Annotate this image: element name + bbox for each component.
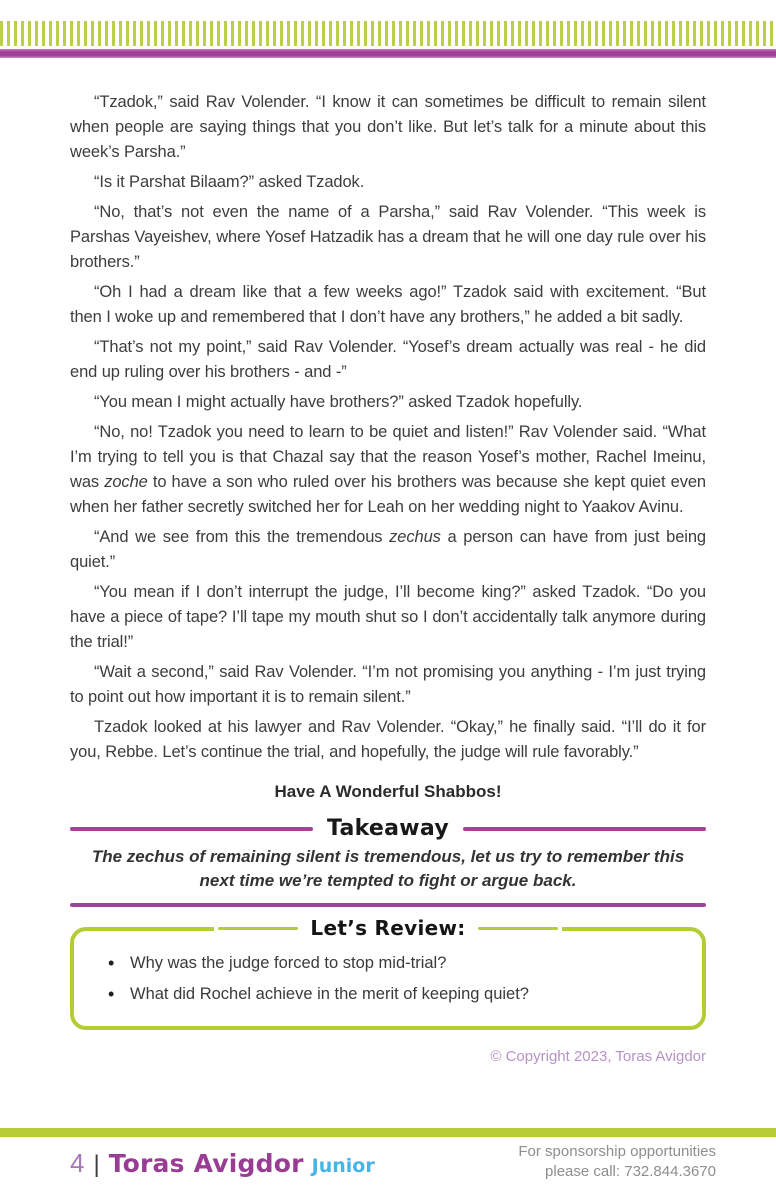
footer-brand — [70, 1142, 375, 1179]
review-left-line — [218, 927, 298, 930]
story-paragraph — [70, 420, 706, 520]
takeaway-title: Takeaway — [326, 816, 450, 841]
top-purple-bar — [0, 49, 776, 58]
shabbos-greeting: Have A Wonderful Shabbos! — [274, 782, 502, 801]
story-paragraph: “You mean if I don’t interrupt the judge, I’ll become king?” asked Tzadok. “Do you have a piece of tape? I’ll tape my mouth shut so I don’t accidentally talk anymore during the trial!” — [70, 583, 706, 651]
takeaway-header — [70, 816, 706, 841]
review-question: • Why was the judge forced to stop mid-trial? — [104, 952, 680, 974]
story-text-run: “No, no! Tzadok you need to learn to be quiet and listen!” Rav Volender said. “What I’m trying to tell you is that Chazal say that the reason Yosef’s mother, Rachel Imeinu, was — [70, 423, 706, 491]
footer-green-bar — [0, 1128, 776, 1137]
review-question-list — [96, 952, 680, 1005]
takeaway-left-line — [70, 827, 313, 831]
story-paragraph: “You mean I might actually have brothers?” asked Tzadok hopefully. — [94, 393, 583, 411]
sponsorship-line2: please call: 732.844.3670 — [545, 1163, 716, 1180]
takeaway-bottom-line — [70, 903, 706, 907]
top-stripes-decoration — [0, 21, 776, 46]
copyright-notice: © Copyright 2023, Toras Avigdor — [490, 1048, 706, 1065]
story-paragraph: “Wait a second,” said Rav Volender. “I’m not promising you anything - I’m just trying to point out how important it is to remain silent.” — [70, 663, 706, 706]
story-text-run: to have a son who ruled over his brothers was because she kept quiet even when her father secretly switched her for Leah on her wedding night to Yaakov Avinu. — [70, 473, 706, 516]
story-italic-term: zoche — [104, 473, 148, 491]
takeaway-right-line — [463, 827, 706, 831]
story-text-run: a person can have from just being quiet.” — [70, 528, 706, 571]
story-paragraph: “Tzadok,” said Rav Volender. “I know it can sometimes be difficult to remain silent when people are saying things that you don’t like. But let’s talk for a minute about this week’s Parsha.” — [70, 93, 706, 161]
brand-logo-text: Toras Avigdor — [108, 1149, 304, 1178]
sponsorship-info — [518, 1142, 716, 1182]
story-paragraph: “No, that’s not even the name of a Parsha,” said Rav Volender. “This week is Parshas Vayeishev, where Yosef Hatzadik has a dream that he will one day rule over his brothers.” — [70, 203, 706, 271]
review-question: • What did Rochel achieve in the merit of keeping quiet? — [104, 983, 680, 1005]
brand-separator: | — [93, 1151, 100, 1178]
lets-review-title-row — [214, 916, 561, 940]
story-italic-term: zechus — [389, 528, 441, 546]
page-number: 4 — [70, 1148, 85, 1178]
brand-logo-suffix: Junior — [311, 1155, 375, 1177]
sponsorship-line1: For sponsorship opportunities — [518, 1143, 716, 1160]
story-paragraph: “Oh I had a dream like that a few weeks ago!” Tzadok said with excitement. “But then I woke up and remembered that I don’t have any brothers,” he added a bit sadly. — [70, 283, 706, 326]
story-paragraph: Tzadok looked at his lawyer and Rav Volender. “Okay,” he finally said. “I’ll do it for you, Rebbe. Let’s continue the trial, and hopefully, the judge will rule favorably.” — [70, 718, 706, 761]
lets-review-box — [70, 916, 706, 1030]
story-paragraph: “Is it Parshat Bilaam?” asked Tzadok. — [94, 173, 365, 191]
page-content — [70, 90, 706, 1065]
footer — [70, 1142, 716, 1182]
takeaway-text: The zechus of remaining silent is tremendous, let us try to remember this next time we’re tempted to fight or argue back. — [91, 847, 685, 890]
story-paragraph: “That’s not my point,” said Rav Volender. “Yosef’s dream actually was real - he did end up ruling over his brothers - and -” — [70, 338, 706, 381]
story-paragraph — [70, 525, 706, 575]
lets-review-title: Let’s Review: — [310, 916, 466, 940]
story-text-run: “And we see from this the tremendous — [94, 528, 390, 546]
review-right-line — [478, 927, 558, 930]
